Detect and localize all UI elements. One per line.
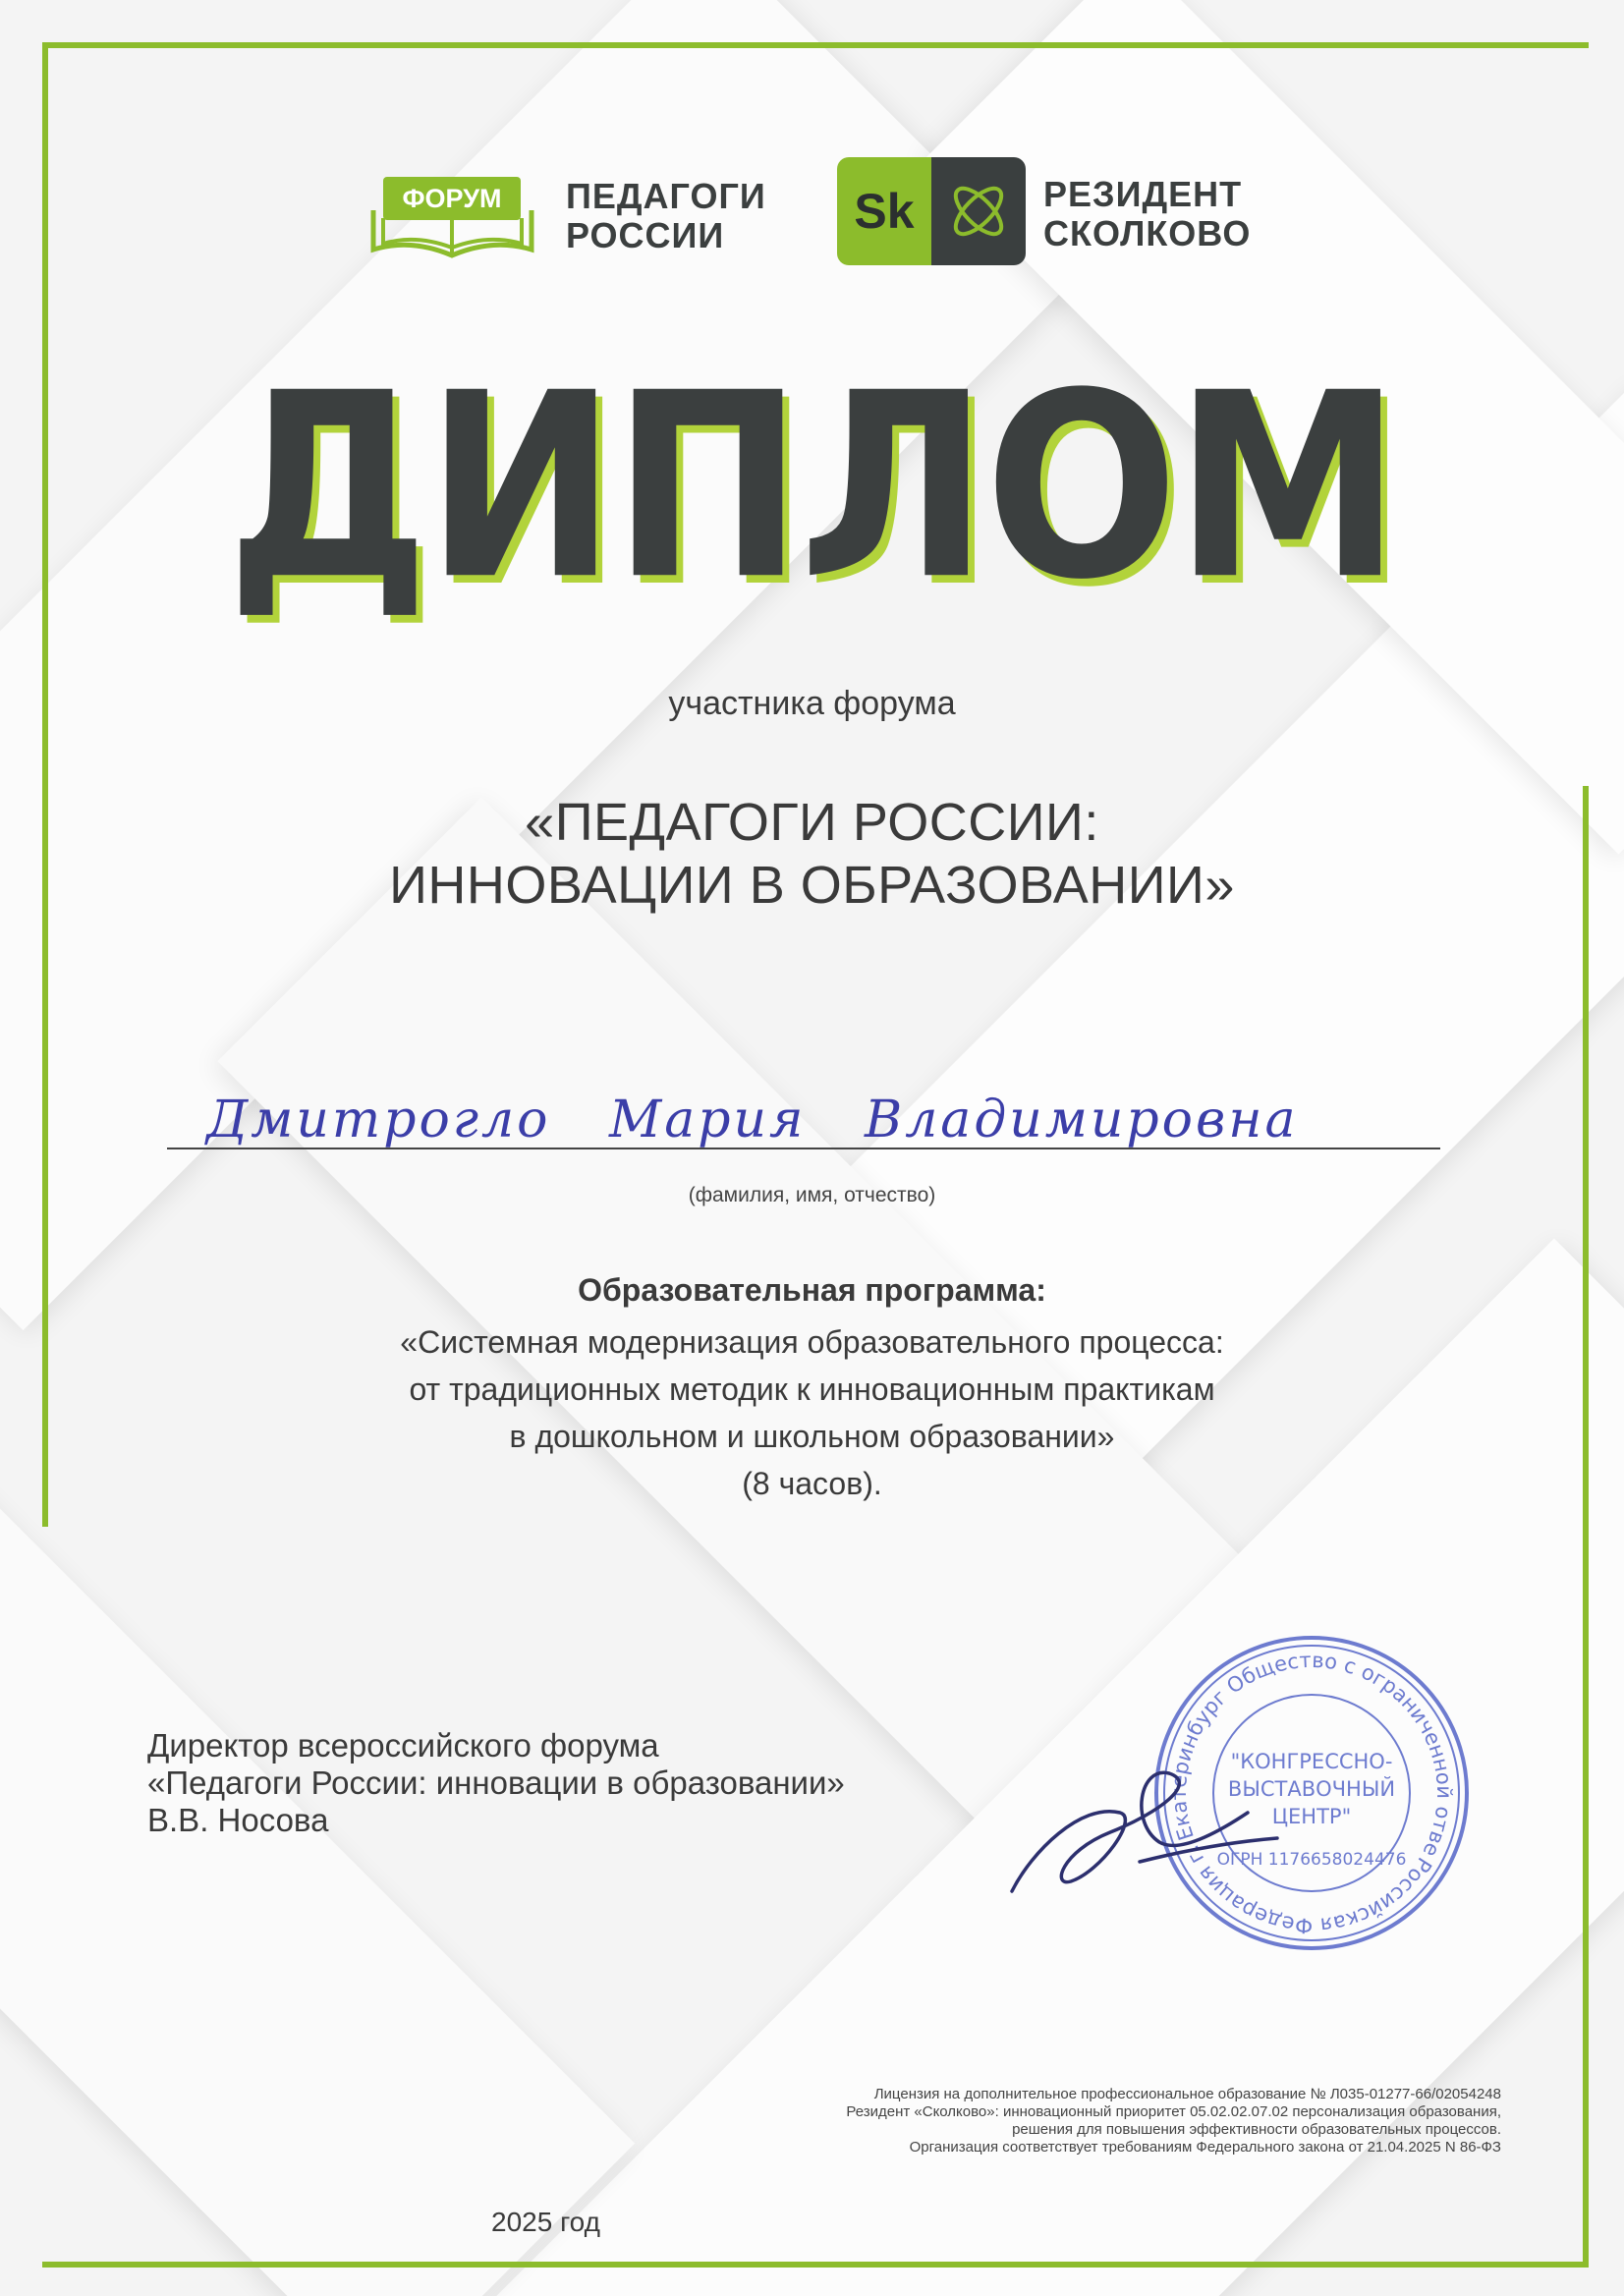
- name-caption: (фамилия, имя, отчество): [688, 1184, 936, 1206]
- forum-logo-text: ПЕДАГОГИ РОССИИ: [566, 176, 766, 255]
- year: 2025 год: [491, 2207, 600, 2237]
- stamp-center-line: ВЫСТАВОЧНЫЙ: [1227, 1777, 1396, 1801]
- diploma-title: ДИПЛОМ: [226, 338, 1398, 636]
- program-text: «Системная модернизация образовательного процесса: от традиционных методик к инновационным практикам в дошкольном и школьном образовании» (8 часов).: [400, 1324, 1224, 1501]
- participant-name: Дмитрогло Мария Владимировна: [206, 1091, 1299, 1149]
- program-label: Образовательная программа:: [578, 1272, 1046, 1308]
- director-block: Директор всероссийского форума «Педагоги России: инновации в образовании» В.В. Носова: [147, 1727, 845, 1838]
- stamp-center-line: ЦЕНТР": [1271, 1805, 1352, 1828]
- sk-mark-text: Sk: [837, 157, 931, 265]
- name-underline: [167, 1148, 1440, 1149]
- stamp-ring-text: Российская Федерация г. Екатеринбург Общество с ограниченной ответственностью: [1166, 1648, 1457, 1938]
- forum-badge: ФОРУМ: [383, 177, 521, 220]
- atom-icon: [931, 157, 1026, 265]
- stamp-ogrn: ОГРН 1176658024476: [1216, 1850, 1407, 1870]
- license-info: Лицензия на дополнительное профессиональное образование № Л035-01277-66/02054248 Резидент «Сколково»: инновационный приоритет 05.02.02.07.02 персонализация образования, решения для повышения эффективности образовательных процессов. Организация соответствует требованиям Федерального закона от 21.04.2025 N 86-ФЗ: [846, 2086, 1501, 2156]
- open-book-icon: [362, 159, 543, 267]
- header-logos: [0, 147, 1624, 275]
- director-signature: [992, 1744, 1287, 1911]
- skolkovo-logo-text: РЕЗИДЕНТ СКОЛКОВО: [1043, 174, 1252, 253]
- subtitle: участника форума: [668, 685, 956, 722]
- forum-name: «ПЕДАГОГИ РОССИИ: ИННОВАЦИИ В ОБРАЗОВАНИИ»: [389, 793, 1235, 915]
- sk-mark: [837, 157, 1026, 265]
- frame-bottom-right: [42, 786, 1589, 2268]
- stamp-center-line: "КОНГРЕССНО-: [1230, 1750, 1393, 1773]
- forum-logo: [362, 159, 774, 267]
- skolkovo-logo: [837, 157, 1309, 267]
